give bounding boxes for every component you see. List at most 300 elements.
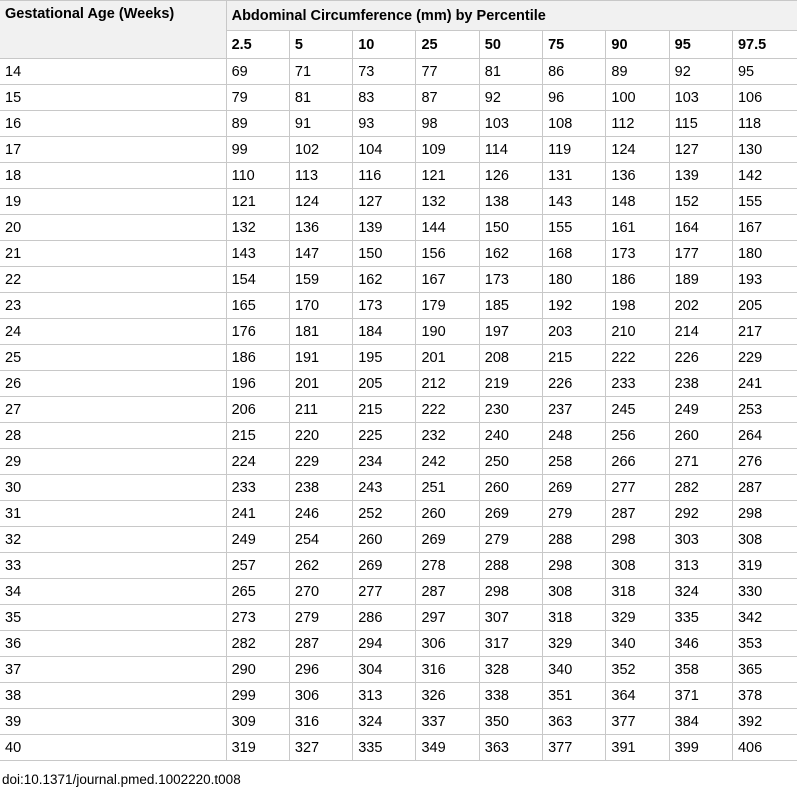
circumference-value-cell: 170 <box>289 293 352 319</box>
circumference-value-cell: 98 <box>416 111 479 137</box>
circumference-value-cell: 237 <box>543 397 606 423</box>
circumference-value-cell: 287 <box>416 579 479 605</box>
circumference-value-cell: 195 <box>353 345 416 371</box>
percentile-header: 25 <box>416 31 479 59</box>
circumference-value-cell: 326 <box>416 683 479 709</box>
circumference-value-cell: 167 <box>732 215 797 241</box>
circumference-value-cell: 165 <box>226 293 289 319</box>
circumference-value-cell: 92 <box>669 59 732 85</box>
circumference-value-cell: 210 <box>606 319 669 345</box>
circumference-value-cell: 358 <box>669 657 732 683</box>
circumference-value-cell: 270 <box>289 579 352 605</box>
circumference-value-cell: 110 <box>226 163 289 189</box>
circumference-value-cell: 250 <box>479 449 542 475</box>
circumference-value-cell: 196 <box>226 371 289 397</box>
circumference-value-cell: 252 <box>353 501 416 527</box>
circumference-value-cell: 104 <box>353 137 416 163</box>
circumference-value-cell: 391 <box>606 735 669 761</box>
circumference-value-cell: 262 <box>289 553 352 579</box>
circumference-value-cell: 159 <box>289 267 352 293</box>
percentile-header: 90 <box>606 31 669 59</box>
circumference-value-cell: 100 <box>606 85 669 111</box>
circumference-value-cell: 73 <box>353 59 416 85</box>
circumference-value-cell: 329 <box>543 631 606 657</box>
circumference-value-cell: 260 <box>416 501 479 527</box>
circumference-value-cell: 266 <box>606 449 669 475</box>
circumference-value-cell: 86 <box>543 59 606 85</box>
circumference-value-cell: 229 <box>732 345 797 371</box>
circumference-value-cell: 288 <box>479 553 542 579</box>
percentile-header: 50 <box>479 31 542 59</box>
circumference-value-cell: 127 <box>669 137 732 163</box>
gestational-age-cell: 27 <box>0 397 226 423</box>
table-row <box>0 449 797 475</box>
gestational-age-cell: 16 <box>0 111 226 137</box>
circumference-value-cell: 155 <box>543 215 606 241</box>
table-body <box>0 59 797 761</box>
circumference-value-cell: 309 <box>226 709 289 735</box>
circumference-value-cell: 308 <box>543 579 606 605</box>
percentile-header: 97.5 <box>732 31 797 59</box>
circumference-value-cell: 317 <box>479 631 542 657</box>
circumference-value-cell: 136 <box>289 215 352 241</box>
circumference-value-cell: 164 <box>669 215 732 241</box>
circumference-value-cell: 124 <box>606 137 669 163</box>
circumference-value-cell: 265 <box>226 579 289 605</box>
table-row <box>0 475 797 501</box>
circumference-value-cell: 282 <box>226 631 289 657</box>
circumference-value-cell: 238 <box>669 371 732 397</box>
gestational-age-cell: 40 <box>0 735 226 761</box>
table-row <box>0 267 797 293</box>
circumference-value-cell: 313 <box>353 683 416 709</box>
circumference-value-cell: 83 <box>353 85 416 111</box>
circumference-value-cell: 406 <box>732 735 797 761</box>
circumference-value-cell: 292 <box>669 501 732 527</box>
table-row <box>0 579 797 605</box>
circumference-value-cell: 139 <box>353 215 416 241</box>
circumference-value-cell: 245 <box>606 397 669 423</box>
circumference-value-cell: 306 <box>289 683 352 709</box>
circumference-value-cell: 180 <box>732 241 797 267</box>
circumference-value-cell: 225 <box>353 423 416 449</box>
circumference-value-cell: 271 <box>669 449 732 475</box>
circumference-value-cell: 298 <box>479 579 542 605</box>
circumference-value-cell: 298 <box>606 527 669 553</box>
circumference-value-cell: 173 <box>479 267 542 293</box>
circumference-value-cell: 256 <box>606 423 669 449</box>
circumference-value-cell: 155 <box>732 189 797 215</box>
circumference-value-cell: 307 <box>479 605 542 631</box>
gestational-age-cell: 39 <box>0 709 226 735</box>
circumference-value-cell: 233 <box>606 371 669 397</box>
circumference-value-cell: 327 <box>289 735 352 761</box>
circumference-value-cell: 173 <box>353 293 416 319</box>
table-row <box>0 59 797 85</box>
circumference-value-cell: 108 <box>543 111 606 137</box>
circumference-value-cell: 269 <box>479 501 542 527</box>
circumference-value-cell: 201 <box>289 371 352 397</box>
circumference-value-cell: 277 <box>606 475 669 501</box>
circumference-value-cell: 89 <box>226 111 289 137</box>
circumference-value-cell: 217 <box>732 319 797 345</box>
gestational-age-cell: 22 <box>0 267 226 293</box>
circumference-value-cell: 352 <box>606 657 669 683</box>
circumference-value-cell: 324 <box>353 709 416 735</box>
circumference-value-cell: 251 <box>416 475 479 501</box>
table-row <box>0 683 797 709</box>
gestational-age-cell: 15 <box>0 85 226 111</box>
circumference-value-cell: 190 <box>416 319 479 345</box>
circumference-value-cell: 215 <box>543 345 606 371</box>
table-row <box>0 527 797 553</box>
circumference-value-cell: 87 <box>416 85 479 111</box>
circumference-value-cell: 211 <box>289 397 352 423</box>
circumference-value-cell: 287 <box>289 631 352 657</box>
circumference-value-cell: 273 <box>226 605 289 631</box>
circumference-value-cell: 154 <box>226 267 289 293</box>
circumference-value-cell: 205 <box>353 371 416 397</box>
circumference-value-cell: 177 <box>669 241 732 267</box>
circumference-value-cell: 349 <box>416 735 479 761</box>
circumference-value-cell: 328 <box>479 657 542 683</box>
circumference-value-cell: 168 <box>543 241 606 267</box>
circumference-value-cell: 278 <box>416 553 479 579</box>
circumference-value-cell: 138 <box>479 189 542 215</box>
circumference-value-cell: 313 <box>669 553 732 579</box>
circumference-value-cell: 162 <box>479 241 542 267</box>
circumference-value-cell: 193 <box>732 267 797 293</box>
circumference-value-cell: 91 <box>289 111 352 137</box>
circumference-value-cell: 222 <box>416 397 479 423</box>
gestational-age-cell: 29 <box>0 449 226 475</box>
circumference-value-cell: 399 <box>669 735 732 761</box>
circumference-value-cell: 249 <box>669 397 732 423</box>
circumference-value-cell: 180 <box>543 267 606 293</box>
circumference-value-cell: 205 <box>732 293 797 319</box>
circumference-value-cell: 143 <box>226 241 289 267</box>
circumference-value-cell: 338 <box>479 683 542 709</box>
table-row <box>0 605 797 631</box>
circumference-value-cell: 242 <box>416 449 479 475</box>
table-row <box>0 319 797 345</box>
circumference-value-cell: 303 <box>669 527 732 553</box>
circumference-value-cell: 316 <box>416 657 479 683</box>
gestational-age-cell: 36 <box>0 631 226 657</box>
circumference-value-cell: 318 <box>543 605 606 631</box>
circumference-value-cell: 335 <box>669 605 732 631</box>
circumference-value-cell: 232 <box>416 423 479 449</box>
circumference-value-cell: 179 <box>416 293 479 319</box>
gestational-age-cell: 35 <box>0 605 226 631</box>
table-row <box>0 397 797 423</box>
percentile-group-header: Abdominal Circumference (mm) by Percentile <box>226 1 797 31</box>
circumference-value-cell: 148 <box>606 189 669 215</box>
circumference-value-cell: 144 <box>416 215 479 241</box>
circumference-value-cell: 230 <box>479 397 542 423</box>
circumference-value-cell: 115 <box>669 111 732 137</box>
circumference-value-cell: 219 <box>479 371 542 397</box>
circumference-value-cell: 132 <box>416 189 479 215</box>
table-row <box>0 709 797 735</box>
circumference-value-cell: 161 <box>606 215 669 241</box>
circumference-value-cell: 337 <box>416 709 479 735</box>
table-row <box>0 657 797 683</box>
circumference-value-cell: 143 <box>543 189 606 215</box>
circumference-value-cell: 112 <box>606 111 669 137</box>
circumference-value-cell: 113 <box>289 163 352 189</box>
circumference-value-cell: 243 <box>353 475 416 501</box>
circumference-value-cell: 363 <box>479 735 542 761</box>
table-row <box>0 735 797 761</box>
circumference-value-cell: 89 <box>606 59 669 85</box>
circumference-value-cell: 329 <box>606 605 669 631</box>
circumference-value-cell: 384 <box>669 709 732 735</box>
circumference-value-cell: 109 <box>416 137 479 163</box>
circumference-value-cell: 77 <box>416 59 479 85</box>
circumference-value-cell: 350 <box>479 709 542 735</box>
doi-caption: doi:10.1371/journal.pmed.1002220.t008 <box>2 772 241 787</box>
table-row <box>0 293 797 319</box>
gestational-age-cell: 33 <box>0 553 226 579</box>
circumference-value-cell: 212 <box>416 371 479 397</box>
circumference-value-cell: 79 <box>226 85 289 111</box>
percentile-header: 2.5 <box>226 31 289 59</box>
circumference-value-cell: 296 <box>289 657 352 683</box>
circumference-value-cell: 229 <box>289 449 352 475</box>
circumference-value-cell: 116 <box>353 163 416 189</box>
gestational-age-cell: 32 <box>0 527 226 553</box>
table-row <box>0 137 797 163</box>
gestational-age-cell: 25 <box>0 345 226 371</box>
circumference-value-cell: 150 <box>353 241 416 267</box>
circumference-value-cell: 181 <box>289 319 352 345</box>
circumference-value-cell: 363 <box>543 709 606 735</box>
circumference-value-cell: 371 <box>669 683 732 709</box>
gestational-age-cell: 19 <box>0 189 226 215</box>
circumference-value-cell: 318 <box>606 579 669 605</box>
gestational-age-cell: 21 <box>0 241 226 267</box>
gestational-age-cell: 24 <box>0 319 226 345</box>
table-row <box>0 501 797 527</box>
circumference-value-cell: 342 <box>732 605 797 631</box>
circumference-value-cell: 201 <box>416 345 479 371</box>
circumference-value-cell: 257 <box>226 553 289 579</box>
circumference-value-cell: 176 <box>226 319 289 345</box>
circumference-value-cell: 299 <box>226 683 289 709</box>
circumference-value-cell: 189 <box>669 267 732 293</box>
circumference-value-cell: 121 <box>416 163 479 189</box>
circumference-value-cell: 253 <box>732 397 797 423</box>
circumference-value-cell: 340 <box>606 631 669 657</box>
circumference-value-cell: 351 <box>543 683 606 709</box>
circumference-value-cell: 286 <box>353 605 416 631</box>
gestational-age-cell: 18 <box>0 163 226 189</box>
circumference-value-cell: 197 <box>479 319 542 345</box>
circumference-value-cell: 71 <box>289 59 352 85</box>
table-row <box>0 111 797 137</box>
percentile-header: 75 <box>543 31 606 59</box>
circumference-value-cell: 260 <box>669 423 732 449</box>
gestational-age-cell: 26 <box>0 371 226 397</box>
circumference-value-cell: 131 <box>543 163 606 189</box>
circumference-value-cell: 121 <box>226 189 289 215</box>
circumference-value-cell: 279 <box>479 527 542 553</box>
circumference-value-cell: 81 <box>289 85 352 111</box>
circumference-value-cell: 226 <box>543 371 606 397</box>
gestational-age-cell: 34 <box>0 579 226 605</box>
circumference-value-cell: 103 <box>669 85 732 111</box>
circumference-value-cell: 238 <box>289 475 352 501</box>
circumference-value-cell: 319 <box>732 553 797 579</box>
table-row <box>0 163 797 189</box>
circumference-value-cell: 147 <box>289 241 352 267</box>
gestational-age-cell: 23 <box>0 293 226 319</box>
circumference-value-cell: 103 <box>479 111 542 137</box>
gestational-age-cell: 20 <box>0 215 226 241</box>
circumference-value-cell: 114 <box>479 137 542 163</box>
circumference-value-cell: 378 <box>732 683 797 709</box>
circumference-value-cell: 136 <box>606 163 669 189</box>
circumference-value-cell: 335 <box>353 735 416 761</box>
circumference-value-cell: 203 <box>543 319 606 345</box>
circumference-value-cell: 287 <box>606 501 669 527</box>
circumference-value-cell: 294 <box>353 631 416 657</box>
circumference-value-cell: 81 <box>479 59 542 85</box>
circumference-value-cell: 298 <box>732 501 797 527</box>
circumference-value-cell: 118 <box>732 111 797 137</box>
circumference-value-cell: 308 <box>606 553 669 579</box>
circumference-value-cell: 258 <box>543 449 606 475</box>
gestational-age-cell: 28 <box>0 423 226 449</box>
circumference-value-cell: 234 <box>353 449 416 475</box>
gestational-age-cell: 38 <box>0 683 226 709</box>
circumference-value-cell: 304 <box>353 657 416 683</box>
gestational-age-cell: 17 <box>0 137 226 163</box>
circumference-value-cell: 92 <box>479 85 542 111</box>
circumference-value-cell: 353 <box>732 631 797 657</box>
circumference-value-cell: 127 <box>353 189 416 215</box>
circumference-value-cell: 186 <box>226 345 289 371</box>
circumference-value-cell: 287 <box>732 475 797 501</box>
table-row <box>0 215 797 241</box>
circumference-value-cell: 139 <box>669 163 732 189</box>
table-row <box>0 85 797 111</box>
circumference-value-cell: 224 <box>226 449 289 475</box>
gestational-age-cell: 37 <box>0 657 226 683</box>
circumference-value-cell: 282 <box>669 475 732 501</box>
circumference-value-cell: 316 <box>289 709 352 735</box>
circumference-value-cell: 220 <box>289 423 352 449</box>
circumference-value-cell: 264 <box>732 423 797 449</box>
circumference-value-cell: 269 <box>353 553 416 579</box>
circumference-value-cell: 150 <box>479 215 542 241</box>
circumference-value-cell: 246 <box>289 501 352 527</box>
circumference-value-cell: 206 <box>226 397 289 423</box>
table-row <box>0 423 797 449</box>
circumference-value-cell: 340 <box>543 657 606 683</box>
circumference-value-cell: 365 <box>732 657 797 683</box>
circumference-value-cell: 260 <box>353 527 416 553</box>
circumference-value-cell: 215 <box>226 423 289 449</box>
circumference-value-cell: 162 <box>353 267 416 293</box>
table-row <box>0 241 797 267</box>
percentile-header: 95 <box>669 31 732 59</box>
circumference-value-cell: 95 <box>732 59 797 85</box>
circumference-value-cell: 186 <box>606 267 669 293</box>
circumference-value-cell: 93 <box>353 111 416 137</box>
circumference-value-cell: 167 <box>416 267 479 293</box>
circumference-value-cell: 276 <box>732 449 797 475</box>
circumference-value-cell: 269 <box>543 475 606 501</box>
circumference-value-cell: 214 <box>669 319 732 345</box>
circumference-value-cell: 69 <box>226 59 289 85</box>
circumference-value-cell: 241 <box>226 501 289 527</box>
circumference-value-cell: 215 <box>353 397 416 423</box>
circumference-value-cell: 96 <box>543 85 606 111</box>
gestational-age-cell: 31 <box>0 501 226 527</box>
gestational-age-cell: 14 <box>0 59 226 85</box>
circumference-value-cell: 198 <box>606 293 669 319</box>
circumference-value-cell: 106 <box>732 85 797 111</box>
circumference-value-cell: 288 <box>543 527 606 553</box>
circumference-value-cell: 208 <box>479 345 542 371</box>
circumference-value-cell: 173 <box>606 241 669 267</box>
circumference-value-cell: 156 <box>416 241 479 267</box>
circumference-value-cell: 269 <box>416 527 479 553</box>
circumference-value-cell: 191 <box>289 345 352 371</box>
circumference-value-cell: 392 <box>732 709 797 735</box>
circumference-value-cell: 126 <box>479 163 542 189</box>
table-row <box>0 631 797 657</box>
circumference-value-cell: 306 <box>416 631 479 657</box>
circumference-value-cell: 226 <box>669 345 732 371</box>
percentile-header: 5 <box>289 31 352 59</box>
circumference-value-cell: 330 <box>732 579 797 605</box>
circumference-value-cell: 192 <box>543 293 606 319</box>
circumference-value-cell: 185 <box>479 293 542 319</box>
circumference-value-cell: 254 <box>289 527 352 553</box>
circumference-value-cell: 132 <box>226 215 289 241</box>
circumference-value-cell: 260 <box>479 475 542 501</box>
circumference-value-cell: 297 <box>416 605 479 631</box>
circumference-value-cell: 377 <box>606 709 669 735</box>
circumference-value-cell: 248 <box>543 423 606 449</box>
circumference-value-cell: 233 <box>226 475 289 501</box>
table-row <box>0 345 797 371</box>
circumference-value-cell: 319 <box>226 735 289 761</box>
circumference-value-cell: 377 <box>543 735 606 761</box>
circumference-value-cell: 298 <box>543 553 606 579</box>
circumference-value-cell: 142 <box>732 163 797 189</box>
circumference-value-cell: 130 <box>732 137 797 163</box>
circumference-value-cell: 240 <box>479 423 542 449</box>
circumference-value-cell: 277 <box>353 579 416 605</box>
gestational-age-cell: 30 <box>0 475 226 501</box>
circumference-value-cell: 124 <box>289 189 352 215</box>
circumference-value-cell: 184 <box>353 319 416 345</box>
circumference-value-cell: 99 <box>226 137 289 163</box>
circumference-value-cell: 222 <box>606 345 669 371</box>
circumference-value-cell: 152 <box>669 189 732 215</box>
table-row <box>0 553 797 579</box>
circumference-value-cell: 346 <box>669 631 732 657</box>
circumference-value-cell: 324 <box>669 579 732 605</box>
circumference-value-cell: 290 <box>226 657 289 683</box>
gestational-age-header: Gestational Age (Weeks) <box>0 1 226 59</box>
circumference-value-cell: 279 <box>289 605 352 631</box>
table-row <box>0 189 797 215</box>
